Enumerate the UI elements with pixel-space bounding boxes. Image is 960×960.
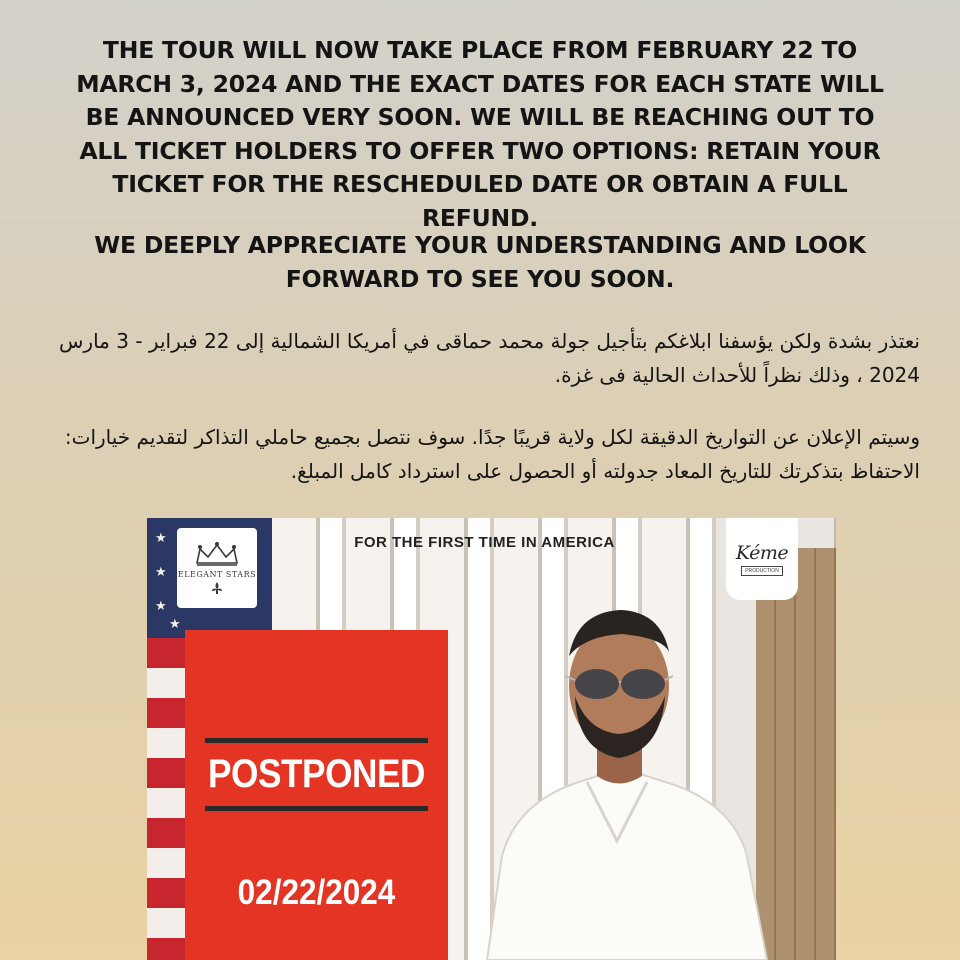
keme-logo-subtitle: PRODUCTION [741,566,783,576]
crown-icon [192,541,242,567]
elegant-stars-logo [177,528,257,608]
star-icon: ★ [155,599,167,614]
poster-headline: FOR THE FIRST TIME IN AMERICA [354,534,615,551]
postponed-panel [185,630,448,960]
elegant-stars-logo-text: ELEGANT STARS [177,570,257,579]
english-announcement-paragraph-2: WE DEEPLY APPRECIATE YOUR UNDERSTANDING AND LOOK FORWARD TO SEE YOU SOON. [94,231,866,293]
status-postponed: POSTPONED [207,752,426,796]
event-date: 02/22/2024 [237,873,396,912]
fleur-de-lis-icon [210,581,224,595]
tour-poster [147,518,836,960]
arabic-announcement-paragraph-2: وسيتم الإعلان عن التواريخ الدقيقة لكل ولاية قريبًا جدًا. سوف نتصل بجميع حاملي التذاكر لتقديم خيارات: الاحتفاظ بتذكرتك للتاريخ المعاد جدولته أو الحصول على استرداد كامل المبلغ. [64,425,920,483]
divider-top [205,738,428,743]
arabic-announcement-paragraph-1: نعتذر بشدة ولكن يؤسفنا ابلاغكم بتأجيل جولة محمد حماقى في أمريكا الشمالية إلى 22 فبراير - 3 مارس 2024 ، وذلك نظراً للأحداث الحالية فى غزة. [59,329,920,387]
keme-logo-text: Kéme [735,542,789,564]
star-icon: ★ [169,617,181,632]
star-icon: ★ [155,565,167,580]
divider-bottom [205,806,428,811]
star-icon: ★ [155,531,167,546]
artist-photo [447,586,787,960]
english-announcement-paragraph-1: THE TOUR WILL NOW TAKE PLACE FROM FEBRUARY 22 TO MARCH 3, 2024 AND THE EXACT DATES FOR EACH STATE WILL BE ANNOUNCED VERY SOON. WE WILL BE REACHING OUT TO ALL TICKET HOLDERS TO OFFER TWO OPTIONS: RETAIN YOUR TICKET FOR THE RESCHEDULED DATE OR OBTAIN A FULL REFUND. [76,36,884,232]
